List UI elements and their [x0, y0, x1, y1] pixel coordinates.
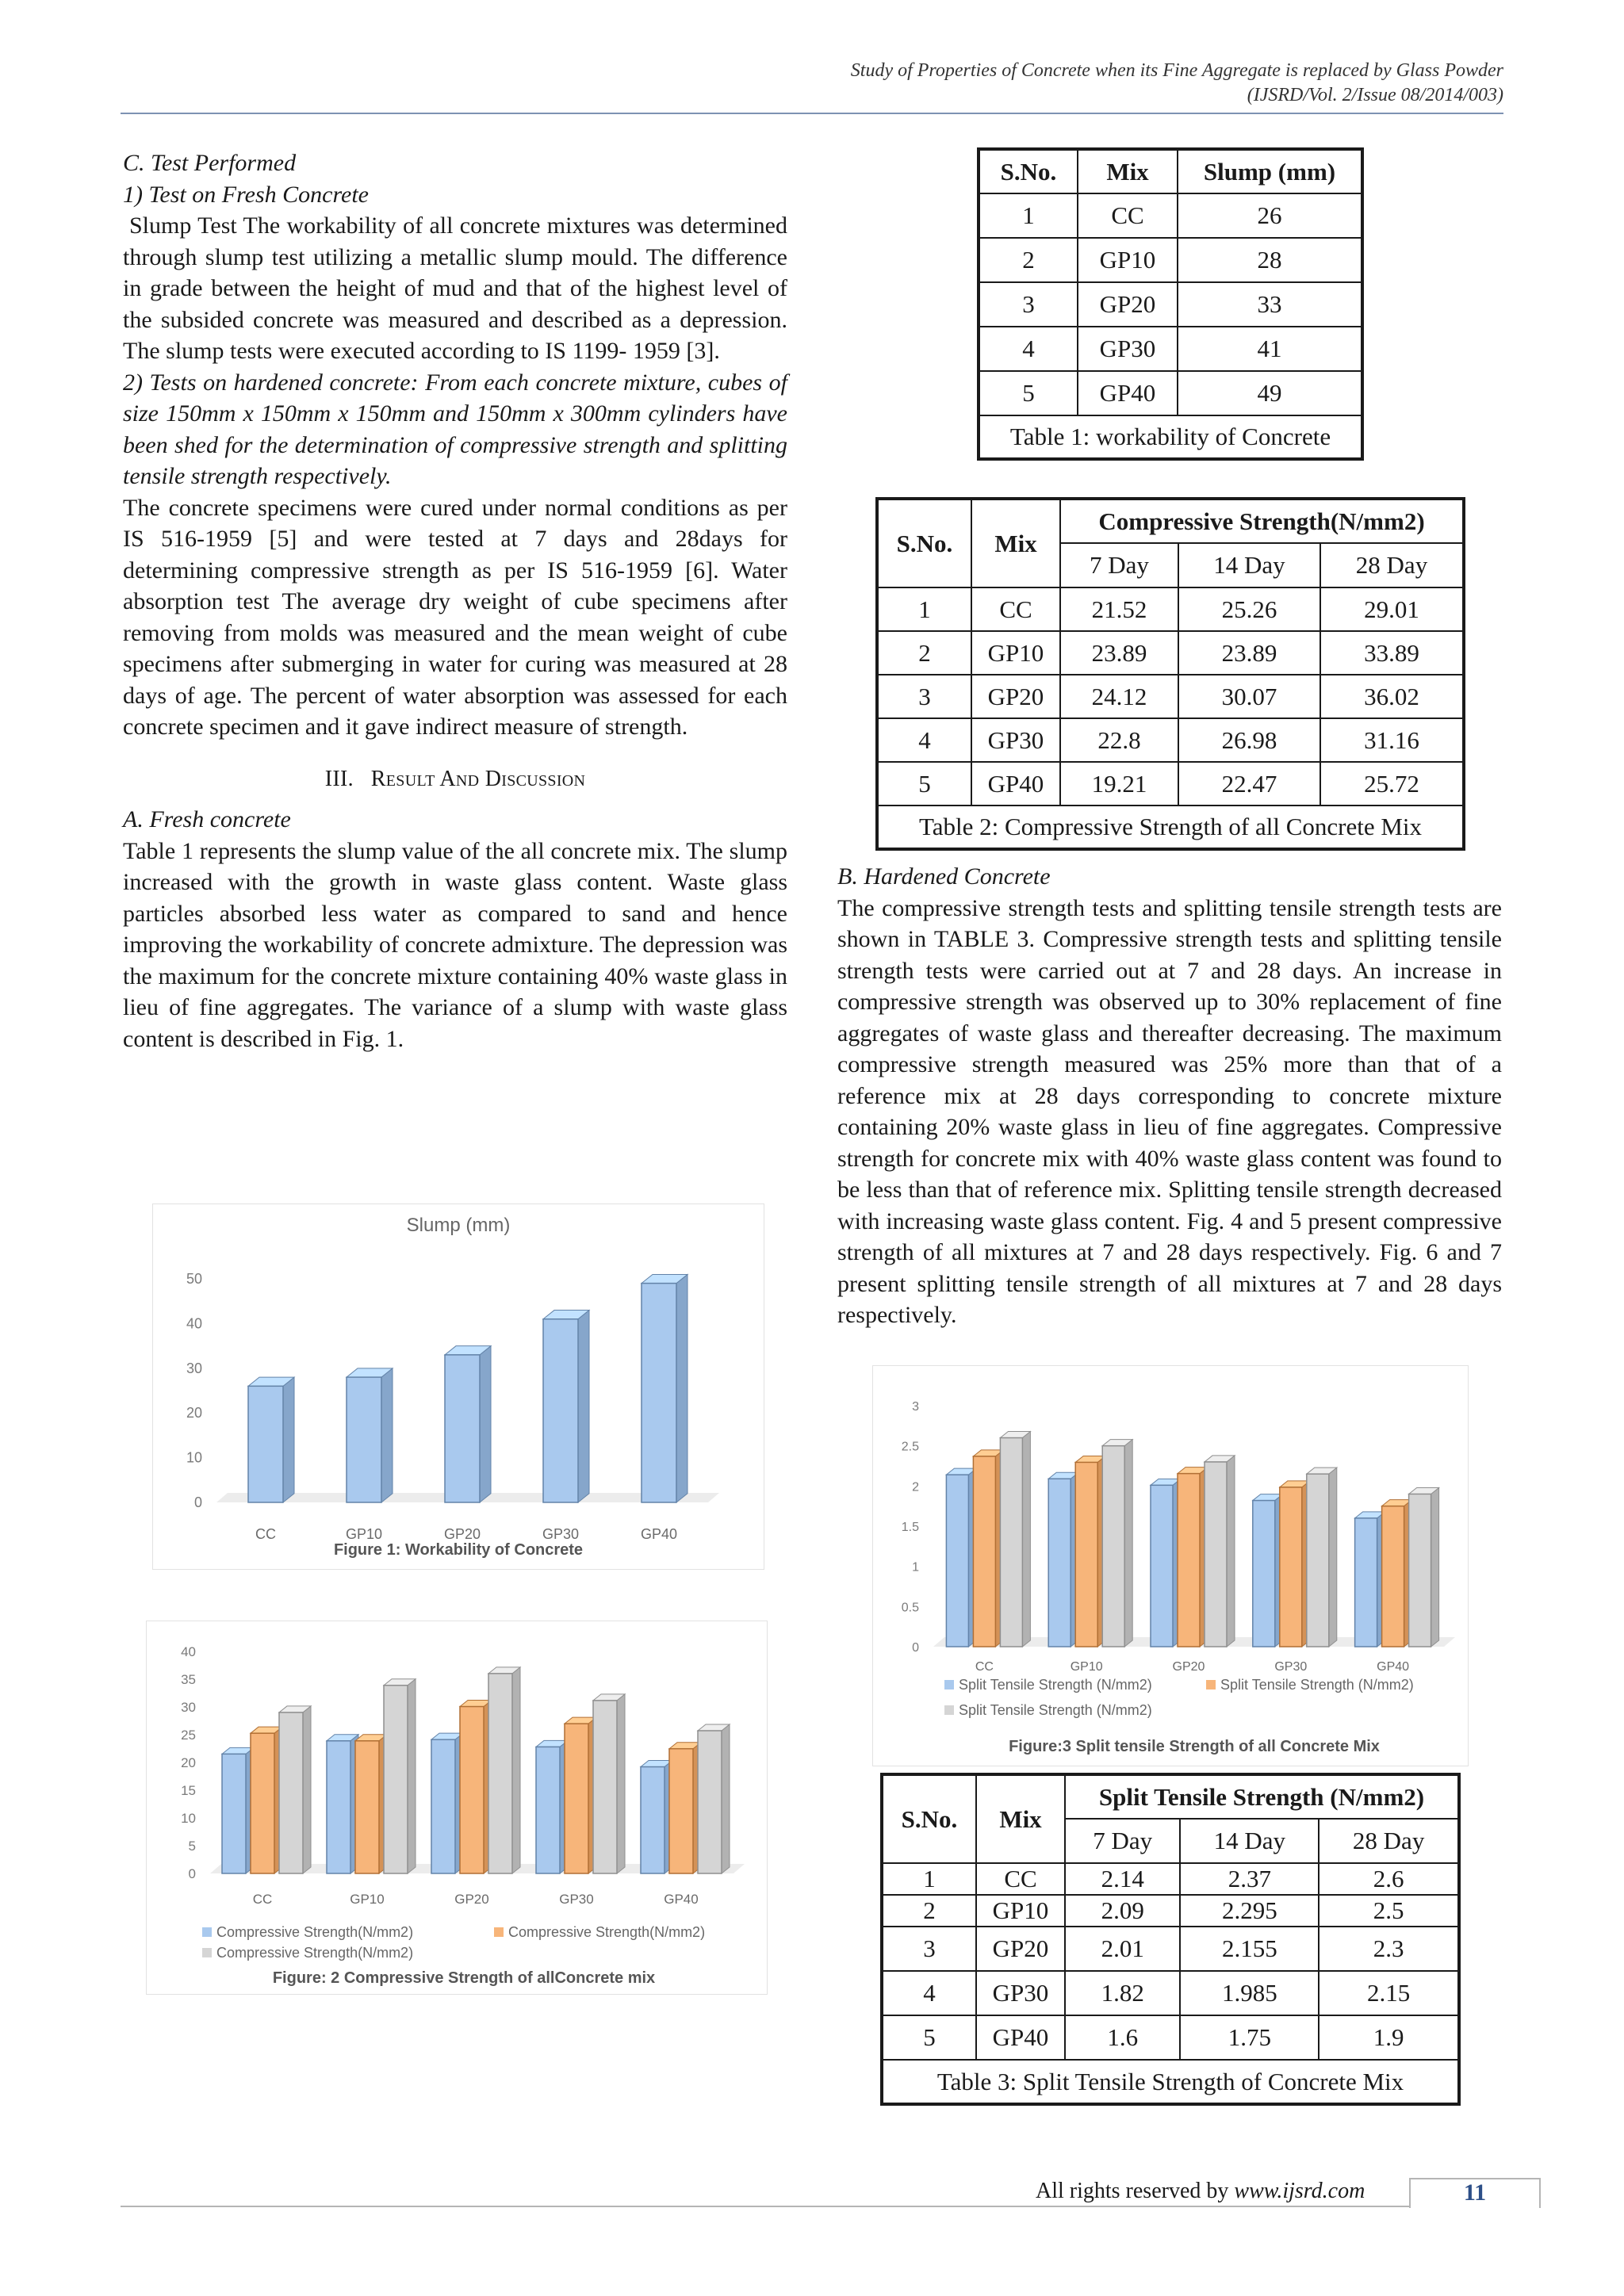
table3-cell: 2.09: [1065, 1895, 1180, 1927]
bar: [445, 1355, 480, 1502]
y-tick-label: 15: [181, 1783, 196, 1798]
table3-header-group: Split Tensile Strength (N/mm2): [1065, 1774, 1459, 1819]
table2-cell: 26.98: [1178, 718, 1320, 762]
table2-cell: 3: [877, 675, 971, 718]
section-number: III.: [324, 766, 354, 791]
table2-cell: 33.89: [1320, 631, 1464, 675]
table3-cell: 2.5: [1319, 1895, 1459, 1927]
table1-row: [979, 193, 1362, 238]
x-category-label: GP20: [443, 1526, 481, 1542]
x-category-label: GP10: [350, 1892, 385, 1907]
curing-paragraph: The concrete specimens were cured under normal conditions as per IS 516-1959 [5] and were tested at 7 days and 28days for determining compressive strength as per IS 516-1959 [6]. Water absorption test The average dry weight of cube specimens after removing from molds was measured and the mean weight of cube specimens after submerging in water for curing was measured at 28 days of age. The percent of water absorption was assessed for each concrete specimen and it gave indirect measure of strength.: [123, 494, 787, 740]
table3-cell: 2.37: [1180, 1863, 1319, 1895]
bar-side: [1431, 1487, 1439, 1647]
y-tick-label: 10: [186, 1449, 202, 1466]
table1-cell: GP20: [1078, 282, 1178, 327]
bar: [327, 1741, 350, 1873]
bar-side: [1329, 1468, 1337, 1647]
table3-cell: GP20: [976, 1927, 1065, 1971]
figure-1-chart: [153, 1204, 764, 1569]
table2-cell: 29.01: [1320, 587, 1464, 631]
table3-row: [882, 1895, 1459, 1927]
fresh-concrete-paragraph: Table 1 represents the slump value of the all concrete mix. The slump increased with the growth in waste glass content. Waste glass particles absorbed less water as compared to sand and hence improving the workability of concrete admixture. The depression was the maximum for the concrete mixture containing 40% waste glass in lieu of fine aggregates. The variance of a slump with waste glass content is described in Fig. 1.: [123, 837, 787, 1052]
table3-caption: Table 3: Split Tensile Strength of Concrete Mix: [882, 2060, 1459, 2104]
table2-cell: 31.16: [1320, 718, 1464, 762]
table2-cell: 25.26: [1178, 587, 1320, 631]
table2-header-28day: 28 Day: [1320, 543, 1464, 587]
table2-cell: CC: [971, 587, 1060, 631]
table1-cell: CC: [1078, 193, 1178, 238]
bar-side: [722, 1724, 730, 1873]
y-tick-label: 1: [912, 1560, 919, 1575]
slump-test-paragraph: Slump Test The workability of all concrete mixtures was determined through slump test utilizing a metallic slump mould. The difference in grade between the height of mud and that of the highest level of the subsided concrete was measured and described as a depression. The slump tests were executed according to IS 1199- 1959 [3].: [123, 212, 787, 364]
footer-rule: [121, 2206, 1409, 2207]
figure-3: [872, 1365, 1469, 1766]
table3-cell: 2.3: [1319, 1927, 1459, 1971]
bar: [248, 1386, 283, 1502]
table3-header-28day: 28 Day: [1319, 1819, 1459, 1863]
y-tick-label: 20: [181, 1755, 196, 1770]
bar: [641, 1767, 665, 1873]
y-tick-label: 30: [186, 1360, 202, 1376]
table2-cell: 1: [877, 587, 971, 631]
figure-caption: Figure:3 Split tensile Strength of all Concrete Mix: [1009, 1738, 1380, 1755]
bar: [1280, 1487, 1302, 1647]
table2-cell: GP40: [971, 762, 1060, 806]
table3-cell: 1.6: [1065, 2015, 1180, 2060]
y-tick-label: 40: [186, 1315, 202, 1332]
bar: [1048, 1479, 1071, 1647]
bar-side: [283, 1377, 294, 1502]
y-tick-label: 1.5: [901, 1521, 919, 1534]
table3-cell: 3: [882, 1927, 976, 1971]
table2-cell: 19.21: [1060, 762, 1178, 806]
table2-cell: GP10: [971, 631, 1060, 675]
y-tick-label: 20: [186, 1405, 202, 1422]
table3-cell: GP30: [976, 1971, 1065, 2015]
bar-side: [578, 1311, 589, 1502]
legend-swatch: [1206, 1680, 1216, 1689]
table3-cell: GP10: [976, 1895, 1065, 1927]
legend-label: Compressive Strength(N/mm2): [508, 1924, 706, 1940]
x-category-label: CC: [975, 1660, 994, 1674]
bar: [1000, 1438, 1022, 1647]
table3-cell: 1.75: [1180, 2015, 1319, 2060]
table3-cell: GP40: [976, 2015, 1065, 2060]
y-tick-label: 10: [181, 1811, 196, 1826]
bar-side: [408, 1679, 416, 1873]
table2-row: [877, 631, 1464, 675]
table1-cell: GP40: [1078, 371, 1178, 415]
bar: [1253, 1501, 1275, 1647]
section-title: Result And Discussion: [370, 766, 586, 791]
bar: [460, 1707, 484, 1873]
table3-cell: 2: [882, 1895, 976, 1927]
table1-caption: Table 1: workability of Concrete: [979, 415, 1362, 459]
y-tick-label: 0: [193, 1494, 202, 1510]
table3-cell: 1.985: [1180, 1971, 1319, 2015]
x-category-label: GP30: [542, 1526, 580, 1542]
table2-header-mix: Mix: [971, 499, 1060, 587]
table2-cell: 23.89: [1178, 631, 1320, 675]
right-column: [837, 861, 1502, 1331]
bar: [488, 1674, 512, 1873]
bar: [698, 1731, 722, 1873]
bar: [384, 1686, 408, 1873]
figure-3-chart: [873, 1366, 1468, 1766]
y-tick-label: 35: [181, 1672, 196, 1687]
figure-caption: Figure 1: Workability of Concrete: [333, 1541, 584, 1559]
table2-cell: GP20: [971, 675, 1060, 718]
table3-cell: 5: [882, 2015, 976, 2060]
legend-label: Compressive Strength(N/mm2): [216, 1924, 414, 1940]
y-tick-label: 0: [912, 1641, 919, 1655]
bar-side: [480, 1346, 491, 1502]
bar-side: [381, 1368, 393, 1502]
table-3: [880, 1773, 1461, 2106]
table2-caption: Table 2: Compressive Strength of all Concrete Mix: [877, 806, 1464, 849]
table2-row: [877, 718, 1464, 762]
table1-cell: 41: [1178, 327, 1362, 371]
table3-header-7day: 7 Day: [1065, 1819, 1180, 1863]
footer-site-link[interactable]: www.ijsrd.com: [1234, 2179, 1365, 2203]
table3-cell: 2.15: [1319, 1971, 1459, 2015]
table1-row: [979, 282, 1362, 327]
table3-header-14day: 14 Day: [1180, 1819, 1319, 1863]
table2-cell: 21.52: [1060, 587, 1178, 631]
figure-2: [146, 1621, 768, 1995]
x-category-label: GP30: [559, 1892, 594, 1907]
y-tick-label: 2: [912, 1480, 919, 1494]
table2-cell: 30.07: [1178, 675, 1320, 718]
table3-cell: 2.155: [1180, 1927, 1319, 1971]
table3-header-mix: Mix: [976, 1774, 1065, 1863]
header-title: Study of Properties of Concrete when its Fine Aggregate is replaced by Glass Powder: [850, 60, 1503, 81]
table2-cell: 4: [877, 718, 971, 762]
subsection-c-heading: C. Test Performed: [123, 150, 297, 176]
bar: [1307, 1474, 1329, 1647]
legend-swatch: [944, 1705, 954, 1715]
table2-row: [877, 762, 1464, 806]
bar: [1205, 1462, 1227, 1647]
legend-label: Split Tensile Strength (N/mm2): [959, 1702, 1152, 1718]
y-tick-label: 30: [181, 1700, 196, 1715]
y-tick-label: 2.5: [901, 1440, 919, 1454]
bar-side: [1124, 1440, 1132, 1647]
table3-cell: 2.6: [1319, 1863, 1459, 1895]
table3-cell: 1.9: [1319, 2015, 1459, 2060]
bar: [1382, 1506, 1404, 1647]
table1-row: [979, 327, 1362, 371]
bar: [1075, 1462, 1097, 1647]
table2-header-7day: 7 Day: [1060, 543, 1178, 587]
table1-header-sno: S.No.: [979, 149, 1078, 193]
bar: [1151, 1485, 1173, 1647]
table1-row: [979, 238, 1362, 282]
bar: [642, 1284, 676, 1502]
table2-header-14day: 14 Day: [1178, 543, 1320, 587]
table2-cell: 24.12: [1060, 675, 1178, 718]
bar-side: [676, 1274, 688, 1502]
bar: [565, 1724, 588, 1873]
table3-cell: 2.14: [1065, 1863, 1180, 1895]
bar: [222, 1754, 246, 1873]
table1-cell: 1: [979, 193, 1078, 238]
x-category-label: GP20: [1172, 1660, 1205, 1674]
table1-header-mix: Mix: [1078, 149, 1178, 193]
table1-header-slump: Slump (mm): [1178, 149, 1362, 193]
x-category-label: GP10: [345, 1526, 383, 1542]
table-1: [977, 147, 1364, 461]
y-tick-label: 50: [186, 1271, 202, 1287]
y-tick-label: 0.5: [901, 1601, 919, 1615]
bar: [431, 1739, 455, 1873]
bar: [536, 1747, 560, 1873]
footer-rights: [1036, 2179, 1365, 2204]
y-tick-label: 3: [912, 1400, 919, 1414]
bar: [279, 1712, 303, 1873]
table2-cell: 36.02: [1320, 675, 1464, 718]
bar: [543, 1319, 578, 1502]
x-category-label: GP10: [1070, 1660, 1103, 1674]
bar: [1102, 1446, 1124, 1647]
table2-cell: 25.72: [1320, 762, 1464, 806]
bar: [669, 1749, 693, 1873]
table2-row: [877, 587, 1464, 631]
running-header: [851, 59, 1503, 108]
subsection-b-heading: B. Hardened Concrete: [837, 863, 1051, 890]
x-category-label: CC: [255, 1526, 276, 1542]
bar: [347, 1377, 381, 1502]
hardened-tests-paragraph: 2) Tests on hardened concrete: From each concrete mixture, cubes of size 150mm x 150mm x 150mm and 150mm x 300mm cylinders have been shed for the determination of compressive strength and splitting tensile strength respectively.: [123, 369, 787, 489]
table1-cell: GP30: [1078, 327, 1178, 371]
legend-label: Compressive Strength(N/mm2): [216, 1945, 414, 1961]
table3-cell: 2.295: [1180, 1895, 1319, 1927]
bar-side: [512, 1667, 520, 1873]
header-citation: (IJSRD/Vol. 2/Issue 08/2014/003): [1247, 85, 1503, 105]
y-tick-label: 5: [188, 1839, 196, 1854]
x-category-label: GP40: [1377, 1660, 1410, 1674]
bar-side: [1227, 1456, 1235, 1647]
table2-header-group: Compressive Strength(N/mm2): [1060, 499, 1464, 543]
table1-cell: 5: [979, 371, 1078, 415]
table-2: [875, 497, 1465, 851]
legend-label: Split Tensile Strength (N/mm2): [1220, 1677, 1414, 1693]
bar: [1409, 1494, 1431, 1647]
table3-cell: 2.01: [1065, 1927, 1180, 1971]
table3-row: [882, 1971, 1459, 2015]
x-category-label: GP30: [1274, 1660, 1308, 1674]
subsection-c1-heading: 1) Test on Fresh Concrete: [123, 181, 369, 208]
footer-rights-text: All rights reserved by: [1036, 2179, 1235, 2203]
y-tick-label: 25: [181, 1728, 196, 1743]
chart-title: Slump (mm): [406, 1215, 511, 1236]
table2-cell: 2: [877, 631, 971, 675]
legend-swatch: [202, 1948, 212, 1957]
table3-row: [882, 1927, 1459, 1971]
left-column: [123, 147, 787, 1054]
table2-cell: 23.89: [1060, 631, 1178, 675]
subsection-a-heading: A. Fresh concrete: [123, 806, 291, 832]
table1-cell: 4: [979, 327, 1078, 371]
bar: [593, 1701, 617, 1873]
table2-cell: GP30: [971, 718, 1060, 762]
figure-1: [152, 1203, 764, 1570]
x-category-label: GP40: [640, 1526, 678, 1542]
table1-cell: 49: [1178, 371, 1362, 415]
table1-cell: 2: [979, 238, 1078, 282]
bar: [1178, 1474, 1200, 1647]
legend-swatch: [494, 1927, 504, 1937]
y-tick-label: 0: [188, 1866, 196, 1881]
table3-cell: 1: [882, 1863, 976, 1895]
x-category-label: CC: [252, 1892, 273, 1907]
table2-header-sno: S.No.: [877, 499, 971, 587]
header-rule: [121, 113, 1503, 114]
bar: [946, 1475, 968, 1647]
table1-cell: 26: [1178, 193, 1362, 238]
bar-side: [1022, 1432, 1030, 1647]
table3-cell: 1.82: [1065, 1971, 1180, 2015]
hardened-concrete-paragraph: The compressive strength tests and splitting tensile strength tests are shown in TABLE 3. Compressive strength tests and splitting tensile strength tests were carried out at 7 and 28 days. An increase in compressive strength was observed up to 30% replacement of fine aggregates of waste glass and thereafter decreasing. The maximum compressive strength measured was 25% more than that of a reference mix at 28 days corresponding to concrete mixture containing 20% waste glass in lieu of fine aggregates. Compressive strength for concrete mix with 40% waste glass content was found to be less than that of reference mix. Splitting tensile strength decreased with increasing waste glass content. Fig. 4 and 5 present compressive strength of all mixtures at 7 and 28 days respectively. Fig. 6 and 7 present splitting tensile strength of all mixtures at 7 and 28 days respectively.: [837, 894, 1502, 1328]
table2-cell: 5: [877, 762, 971, 806]
bar: [355, 1741, 379, 1873]
table2-cell: 22.47: [1178, 762, 1320, 806]
section-heading: [123, 763, 787, 795]
table3-row: [882, 1863, 1459, 1895]
y-tick-label: 40: [181, 1644, 196, 1659]
table3-header-sno: S.No.: [882, 1774, 976, 1863]
figure-caption: Figure: 2 Compressive Strength of allConcrete mix: [272, 1969, 656, 1987]
table2-row: [877, 675, 1464, 718]
table3-cell: 4: [882, 1971, 976, 2015]
table1-row: [979, 371, 1362, 415]
table3-cell: CC: [976, 1863, 1065, 1895]
page-number: 11: [1463, 2179, 1487, 2206]
table3-row: [882, 2015, 1459, 2060]
bar: [251, 1733, 274, 1873]
table1-cell: 33: [1178, 282, 1362, 327]
x-category-label: GP20: [454, 1892, 489, 1907]
x-category-label: GP40: [664, 1892, 699, 1907]
legend-label: Split Tensile Strength (N/mm2): [959, 1677, 1152, 1693]
bar: [1355, 1518, 1377, 1647]
figure-2-chart: [147, 1621, 767, 1994]
table1-cell: 3: [979, 282, 1078, 327]
legend-swatch: [944, 1680, 954, 1689]
table1-cell: 28: [1178, 238, 1362, 282]
page-number-box: [1409, 2178, 1541, 2208]
table2-cell: 22.8: [1060, 718, 1178, 762]
bar: [973, 1456, 995, 1647]
bar-side: [303, 1706, 311, 1873]
bar-side: [617, 1694, 625, 1873]
table1-cell: GP10: [1078, 238, 1178, 282]
legend-swatch: [202, 1927, 212, 1937]
